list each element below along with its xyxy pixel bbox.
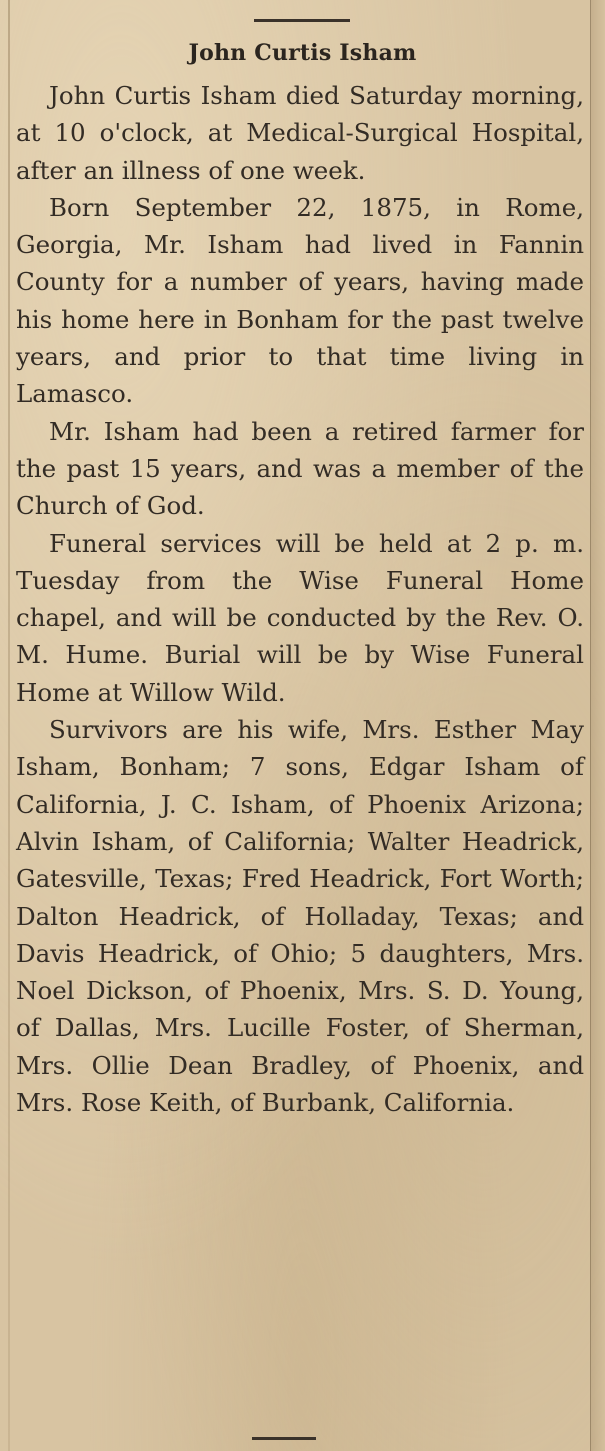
bottom-rule-divider bbox=[252, 1437, 316, 1440]
obituary-body bbox=[16, 77, 584, 1121]
paragraph-biography: Born September 22, 1875, in Rome, Georgia, Mr. Isham had lived in Fannin County for a number of years, having made his home here in Bonham for the past twelve years, and prior to that time living in Lamasco. bbox=[16, 192, 584, 409]
paragraph-survivors: Survivors are his wife, Mrs. Esther May Isham, Bonham; 7 sons, Edgar Isham of California, J. C. Isham, of Phoenix Arizona; Alvin Isham, of California; Walter Headrick, Gatesville, Texas; Fred Headrick, Fort Worth; Dalton Headrick, of Holladay, Texas; and Davis Headrick, of Ohio; 5 daughters, Mrs. Noel Dickson, of Phoenix, Mrs. S. D. Young, of Dallas, Mrs. Lucille Foster, of Sherman, Mrs. Ollie Dean Bradley, of Phoenix, and Mrs. Rose Keith, of Burbank, California. bbox=[16, 715, 584, 1118]
clipping-left-edge bbox=[8, 0, 10, 1451]
paragraph-occupation: Mr. Isham had been a retired farmer for the past 15 years, and was a member of the Church of God. bbox=[16, 416, 584, 521]
paragraph-death-notice: John Curtis Isham died Saturday morning, at 10 o'clock, at Medical-Surgical Hospital, after an illness of one week. bbox=[16, 81, 584, 185]
paragraph-funeral-services: Funeral services will be held at 2 p. m. Tuesday from the Wise Funeral Home chapel, and will be conducted by the Rev. O. M. Hume. Burial will be by Wise Funeral Home at Willow Wild. bbox=[16, 528, 584, 707]
obituary-headline: John Curtis Isham bbox=[188, 40, 417, 66]
top-rule-divider bbox=[254, 19, 350, 22]
adjacent-column-edge bbox=[590, 0, 605, 1451]
